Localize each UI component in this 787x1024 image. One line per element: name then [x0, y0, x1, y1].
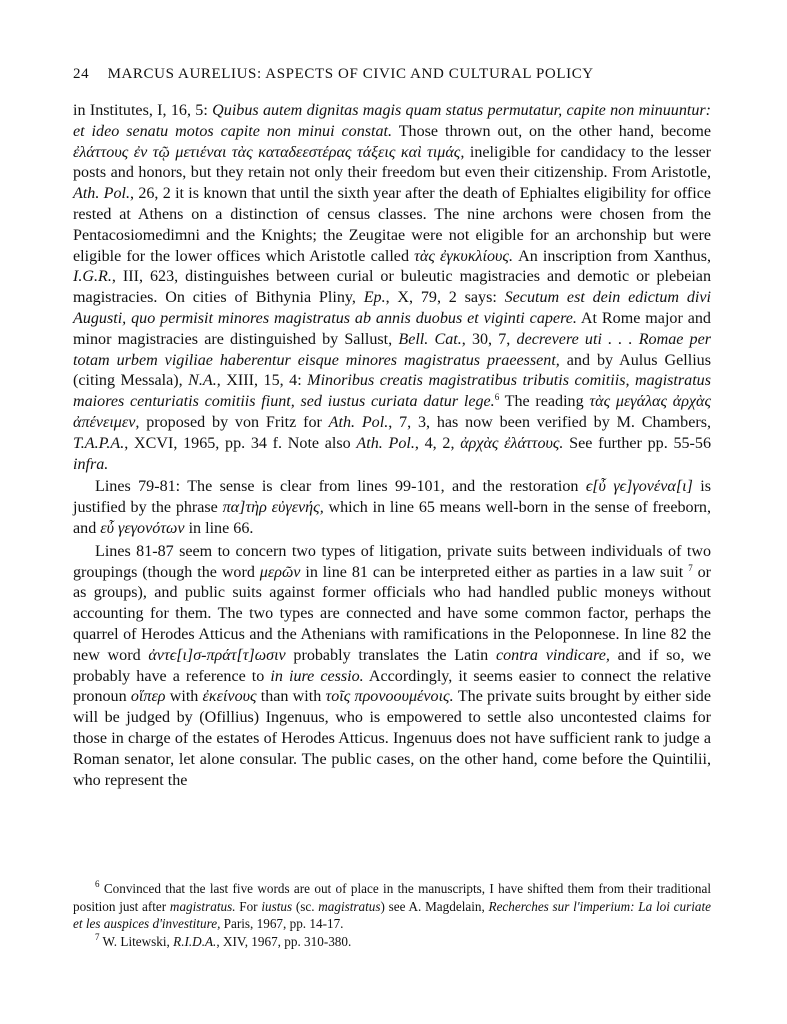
italic-text: I.G.R.	[73, 268, 112, 286]
text-run: , X, 79, 2 says:	[385, 289, 505, 307]
text-run: than with	[256, 688, 326, 706]
text-run: with	[165, 688, 203, 706]
running-title: MARCUS AURELIUS: ASPECTS OF CIVIC AND CULTURAL POLICY	[107, 66, 594, 82]
italic-text: in iure cessio.	[270, 667, 364, 685]
text-run: The reading	[499, 393, 590, 411]
text-run: which in line 65 means well-born in the sense of freeborn, and	[73, 499, 711, 537]
text-run: For	[235, 898, 262, 914]
italic-text: ἐλάττους ἐν τῷ μετιέναι τὰς καταδεεστέρας τάξεις καὶ τιμάς,	[73, 143, 465, 161]
text-run: (sc.	[292, 898, 319, 914]
italic-text: Secutum est dein edictum divi Augusti, quo permisit minores magistratus ab annis duobus et viginti capere.	[73, 289, 711, 327]
paragraph	[73, 101, 711, 475]
text-run: Those thrown out, on the other hand, become	[392, 122, 711, 140]
footnote	[73, 933, 711, 951]
italic-text: εὖ γεγονότων	[100, 519, 185, 537]
text-run: , XIV, 1967, pp. 310-380.	[216, 933, 352, 949]
italic-text: infra.	[73, 455, 109, 473]
italic-text: τὰς μεγάλας ἀρχὰς ἀπένειμεν,	[73, 393, 711, 431]
italic-text: iustus	[261, 898, 293, 914]
text-run: An inscription from Xanthus,	[512, 247, 711, 265]
italic-text: Ath. Pol.	[73, 185, 131, 203]
text-run: W. Litewski,	[99, 933, 174, 949]
italic-text: μερῶν	[259, 563, 301, 581]
italic-text: ἐκείνους	[202, 688, 257, 706]
text-run: , XCVI, 1965, pp. 34 f. Note also	[124, 434, 357, 452]
text-run: probably translates the Latin	[285, 646, 496, 664]
footnote-ref: 7	[95, 931, 100, 942]
italic-text: Recherches sur l'imperium: La loi curiate et les auspices d'investiture,	[73, 898, 711, 932]
text-run: Lines 81-87 seem to concern two types of litigation, private suits between individuals of two groupings (though the word	[73, 542, 711, 581]
text-run: in line 66.	[184, 519, 254, 537]
text-run: , 26, 2 it is known that until the sixth year after the death of Ephialtes eligibility for office rested at Athens on a distinction of census classes. The nine archons were chosen from the Pentacosiomedimni and the Knights; the Zeugitae were not eligible for an archonship but were eligible for the lower offices which Aristotle called	[73, 185, 711, 265]
text-run: proposed by von Fritz for	[139, 413, 329, 431]
paragraph	[73, 542, 711, 792]
text-run: , 7, 3, has now been verified by M. Chambers,	[388, 413, 711, 431]
footnote-ref: 7	[688, 562, 693, 573]
text-run: The private suits brought by either side will be judged by (Ofillius) Ingenuus, who is empowered to settle also uncontested claims for those in charge of the estates of Herodes Atticus. Ingenuus does not have sufficient rank to judge a Roman senator, let alone consular. The public cases, on the other hand, come before the Quintilii, who represent the	[73, 688, 711, 789]
text-run: is justified by the phrase	[73, 478, 711, 517]
text-run: , 30, 7,	[461, 330, 517, 348]
text-run: ) see A. Magdelain,	[380, 898, 489, 914]
text-run: See further pp. 55-56	[563, 434, 711, 452]
page	[73, 66, 711, 791]
italic-text: Ath. Pol.	[328, 413, 389, 431]
text-run: , 4, 2,	[414, 434, 461, 452]
italic-text: magistratus.	[169, 898, 236, 914]
text-run: ineligible for candidacy to the lesser posts and honors, but they retain not only their freedom but even their citizenship. From Aristotle,	[73, 143, 712, 182]
footnote-ref: 6	[95, 879, 100, 889]
paragraph	[73, 477, 711, 539]
text-run: and by Aulus Gellius (citing Messala),	[73, 351, 711, 390]
text-run: or as groups), and public suits against former officials who had handled public moneys without accounting for them. The two types are connected and have some common factor, perhaps the quarrel of Herodes Atticus and the Athenians with ramifications in the Peloponnese. In line 82 the new word	[73, 563, 711, 664]
italic-text: πα]τὴρ εὐγενής,	[222, 499, 324, 517]
italic-text: ϵ[ὖ γϵ]γονένα[ι]	[585, 478, 693, 496]
italic-text: N.A.	[188, 372, 217, 390]
italic-text: τὰς ἐγκυκλίους.	[414, 247, 513, 265]
italic-text: Bell. Cat.	[398, 330, 462, 348]
text-run: Accordingly, it seems easier to connect the relative pronoun	[73, 667, 711, 706]
text-run: Lines 79-81: The sense is clear from lines 99-101, and the restoration	[95, 478, 586, 496]
text-run: At Rome major and minor magistracies are distinguished by Sallust,	[73, 309, 711, 348]
page-number: 24	[73, 66, 90, 82]
text-run: , XIII, 15, 4:	[216, 372, 308, 390]
text-run: , III, 623, distinguishes between curial or buleutic magistracies and demotic or plebeian magistracies. On cities of Bithynia Pliny,	[73, 268, 711, 307]
text-run: Convinced that the last five words are out of place in the manuscripts, I have shifted them from their traditional position just after	[73, 881, 711, 914]
footnote-ref: 6	[494, 392, 500, 403]
italic-text: Ath. Pol.	[356, 434, 415, 452]
italic-text: ἀρχὰς ἐλάττους.	[460, 434, 564, 452]
italic-text: Quibus autem dignitas magis quam status permutatur, capite non minuuntur: et ideo senatu motos capite non minui constat.	[73, 102, 712, 140]
italic-text: contra vindicare,	[495, 646, 610, 664]
italic-text: τοῖς προνοουμένοις.	[325, 688, 454, 706]
italic-text: R.I.D.A.	[173, 933, 217, 949]
italic-text: Ep.	[363, 289, 386, 307]
italic-text: ἀντϵ[ι]σ-πράτ[τ]ωσιν	[148, 646, 286, 664]
italic-text: decrevere uti . . . Romae per totam urbem vigiliae haberentur eisque minores magistratus praeessent,	[73, 330, 712, 369]
footnotes	[73, 880, 711, 950]
text-run: in line 81 can be interpreted either as parties in a law suit	[300, 563, 689, 581]
running-head	[73, 66, 711, 83]
footnote	[73, 880, 711, 933]
italic-text: T.A.P.A.	[73, 434, 125, 452]
text-run: Paris, 1967, pp. 14-17.	[220, 916, 344, 932]
text-run: in Institutes, I, 16, 5:	[73, 102, 213, 119]
text-run: and if so, we probably have a reference to	[73, 646, 711, 685]
italic-text: magistratus	[318, 898, 381, 914]
italic-text: οἵπερ	[130, 688, 166, 706]
body-text	[73, 101, 711, 791]
italic-text: Minoribus creatis magistratibus tributis comitiis, magistratus maiores centuriatis comitiis fiunt, sed iustus curiata datur lege.	[73, 372, 711, 411]
